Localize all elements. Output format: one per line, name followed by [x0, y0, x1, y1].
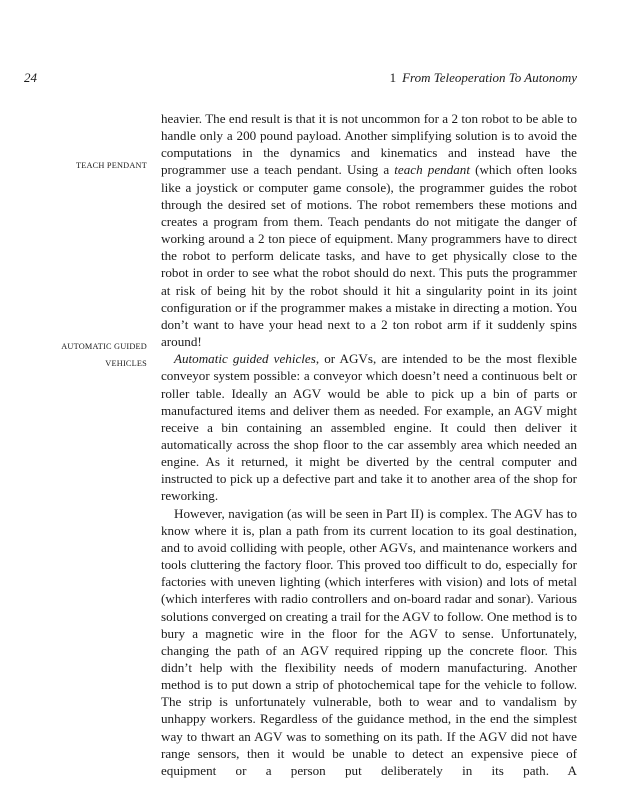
running-head: [390, 70, 577, 86]
paragraph-text: However, navigation (as will be seen in Part II) is complex. The AGV has to know where it is, plan a path from its current location to its goal destination, and to avoid colliding with people, other AGVs, and maintenance workers and tools cluttering the factory floor. This proved too difficult to do, especially for factories with uneven lighting (which interferes with vision) and lots of metal (which interferes with radio controllers and on-board radar and sonar). Various solutions converged on creating a trail for the AGV to follow. One method is to bury a magnetic wire in the floor for the AGV to sense. Unfortunately, changing the path of an AGV required ripping up the concrete floor. This didn’t help with the flexibility needs of modern manufacturing. Another method is to put down a strip of photochemical tape for the vehicle to follow. The strip is unfortunately vulnerable, both to wear and to vandalism by unhappy workers. Regardless of the guidance method, in the end the simplest way to thwart an AGV was to something on its path. If the AGV did not have range sensors, then it would be unable to detect an expensive piece of equipment or a person put deliberately in its path. A: [161, 505, 577, 778]
paragraph-teach-pendant: [161, 110, 577, 350]
defined-term-teach-pendant: teach pendant: [394, 162, 470, 178]
paragraph-text: heavier. The end result is that it is not uncommon for a 2 ton robot to be able to handle only a 200 pound payload. Another simplifying solution is to avoid the computations in the dynamics and kinematics and instead have the programmer use a teach pendant. Using a: [161, 111, 577, 178]
margin-note-teach-pendant: TEACH PENDANT: [75, 161, 147, 170]
paragraph-agv: [161, 350, 577, 504]
chapter-number: 1: [389, 70, 397, 85]
page-number: 24: [24, 70, 37, 85]
margin-note-agv-line2: VEHICLES: [105, 359, 147, 369]
margin-note-automatic-guided-vehicles: [40, 338, 147, 372]
body-text: [161, 110, 577, 779]
paragraph-text: (which often looks like a joystick or computer game console), the programmer guides the robot through the desired set of motions. The robot remembers these motions and creates a program from them. Teach pendants do not mitigate the danger of working around a 2 ton piece of equipment. Many programmers have to direct the robot to perform delicate tasks, and have to get physically close to the robot in order to see what the robot should do next. This puts the programmer at risk of being hit by the robot should it hit a singularity point in its joint configuration or if the programmer makes a mistake in directing a motion. You don’t want to have your head next to a 2 ton robot arm if it suddenly spins around!: [161, 162, 577, 350]
chapter-title: From Teleoperation To Autonomy: [402, 70, 577, 85]
paragraph-text: , or AGVs, are intended to be the most flexible conveyor system possible: a conveyor which doesn’t need a continuous belt or roller table. Ideally an AGV would be able to pick up a bin of parts or manufactured items and deliver them as needed. For example, an AGV might receive a bin containing an assembled engine. It could then deliver it automatically across the shop floor to the car assembly area which needed an engine. As it returned, it might be diverted by the central computer and instructed to pick up a defective part and take it to another area of the shop for reworking.: [161, 351, 577, 504]
margin-note-agv-line1: AUTOMATIC GUIDED: [61, 342, 147, 351]
paragraph-navigation: [161, 505, 577, 780]
defined-term-agv: Automatic guided vehicles: [174, 351, 316, 367]
